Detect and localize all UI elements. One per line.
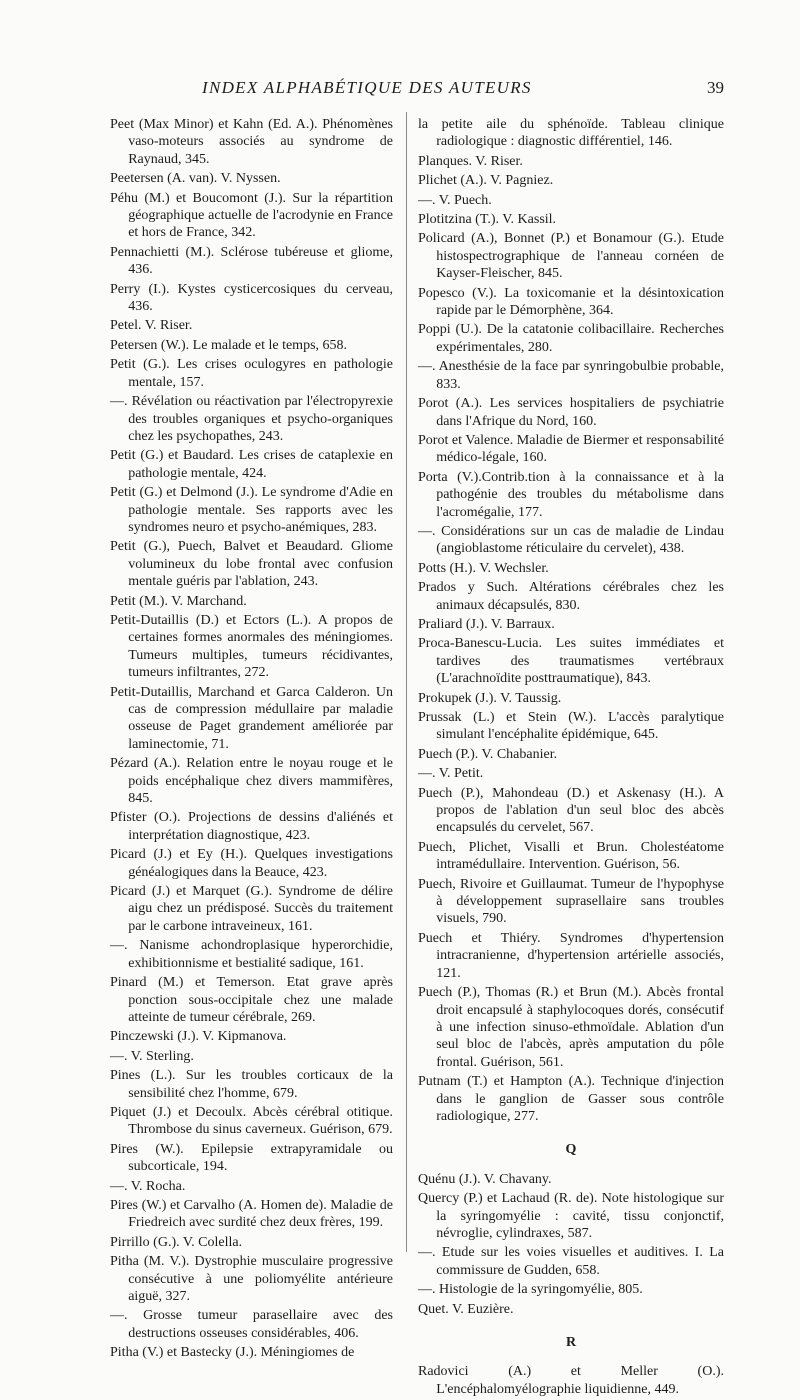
index-entry: Pfister (O.). Projections de dessins d'aliénés et interprétation diagnostique, 423.	[110, 810, 393, 843]
index-entry: Plotitzina (T.). V. Kassil.	[418, 212, 557, 228]
index-entry: Prados y Such. Altérations cérébrales chez les animaux décapsulés, 830.	[418, 580, 724, 613]
index-entry: —. V. Rocha.	[110, 1178, 186, 1194]
index-entry: —. V. Sterling.	[110, 1048, 194, 1064]
index-entry: —. Nanisme achondroplasique hyperorchidie, exhibitionnisme et bestialité sadique, 161.	[110, 938, 393, 971]
index-entry: Quet. V. Euzière.	[418, 1301, 514, 1317]
right-column	[418, 116, 724, 1400]
index-entry: Plichet (A.). V. Pagniez.	[418, 173, 554, 189]
index-entry: Pires (W.) et Carvalho (A. Homen de). Maladie de Friedreich avec surdité chez deux frères, 199.	[110, 1197, 393, 1231]
column-divider	[406, 112, 407, 1252]
index-entry: —. Etude sur les voies visuelles et auditives. I. La commissure de Gudden, 658.	[418, 1245, 724, 1278]
section-letter-q: Q	[565, 1142, 577, 1158]
index-entry: Péhu (M.) et Boucomont (J.). Sur la répartition géographique actuelle de l'acrodynie en France et hors de France, 342.	[110, 190, 393, 241]
index-entry: Pinard (M.) et Temerson. Etat grave après ponction sous-occipitale chez une malade atteinte de tumeur cérébrale, 269.	[110, 975, 393, 1025]
index-entry: Puech (P.), Mahondeau (D.) et Askenasy (H.). A propos de l'ablation d'un seul bloc des abcès encapsulés du cervelet, 567.	[418, 785, 724, 836]
index-entry: Prussak (L.) et Stein (W.). L'accès paralytique simulant l'encéphalite épidémique, 645.	[418, 710, 724, 743]
index-entry: Prokupek (J.). V. Taussig.	[418, 690, 562, 706]
index-entry: —. Révélation ou réactivation par l'électropyrexie des troubles organiques et psycho-organiques chez les psychopathes, 243.	[110, 394, 393, 444]
index-entry: Policard (A.), Bonnet (P.) et Bonamour (G.). Etude histospectrographique de l'anneau cornéen de Kayser-Fleischer, 845.	[418, 231, 724, 282]
index-entry: Picard (J.) et Ey (H.). Quelques investigations généalogiques dans la Beauce, 423.	[110, 847, 393, 880]
index-entry: Potts (H.). V. Wechsler.	[418, 560, 549, 576]
index-entry: Petit-Dutaillis (D.) et Ectors (L.). A propos de certaines formes anormales des méningiomes. Tumeurs multiples, tumeurs récidivantes, tumeurs infiltrantes, 272.	[110, 612, 393, 681]
index-entry: Petel. V. Riser.	[110, 318, 193, 334]
index-entry: Peetersen (A. van). V. Nyssen.	[110, 171, 281, 187]
index-entry: Puech (P.), Thomas (R.) et Brun (M.). Abcès frontal droit encapsulé à staphylocoques dorés, consécutif à une infection sinuso-ethmoïdale. Ablation d'un seul bloc de l'abcès, après amputation du pôle frontal. Guérison, 561.	[418, 985, 724, 1070]
index-entry: Petit-Dutaillis, Marchand et Garca Calderon. Un cas de compression médullaire par maladie osseuse de Paget grandement améliorée par laminectomie, 71.	[110, 684, 393, 752]
index-entry: Pirrillo (G.). V. Colella.	[110, 1234, 243, 1250]
index-entry: Petit (G.), Puech, Balvet et Beaudard. Gliome volumineux du lobe frontal avec confusion mentale guéris par l'ablation, 243.	[110, 539, 393, 590]
index-entry: Porta (V.).Contrib.tion à la connaissance et à la pathogénie des troubles du métabolisme dans l'acromégalie, 177.	[418, 469, 724, 520]
index-entry: Picard (J.) et Marquet (G.). Syndrome de délire aigu chez un prédisposé. Succès du traitement par le carbone intraveineux, 161.	[110, 884, 393, 934]
index-entry: Pires (W.). Epilepsie extrapyramidale ou subcorticale, 194.	[110, 1141, 393, 1175]
index-entry: Proca-Banescu-Lucia. Les suites immédiates et tardives des traumatismes vertébraux (L'arachnoïdite posttraumatique), 843.	[418, 636, 724, 687]
index-entry: Pitha (V.) et Bastecky (J.). Méningiomes de	[110, 1345, 355, 1361]
index-entry: Praliard (J.). V. Barraux.	[418, 616, 555, 632]
index-entry: —. V. Petit.	[418, 766, 484, 782]
index-entry: Pinczewski (J.). V. Kipmanova.	[110, 1029, 287, 1045]
index-entry: Piquet (J.) et Decoulx. Abcès cérébral otitique. Thrombose du sinus caverneux. Guérison, 679.	[110, 1104, 393, 1138]
index-entry: Poppi (U.). De la catatonie colibacillaire. Recherches expérimentales, 280.	[418, 322, 724, 355]
index-entry: Petit (G.). Les crises oculogyres en pathologie mentale, 157.	[110, 357, 393, 390]
index-entry: Quénu (J.). V. Chavany.	[418, 1171, 552, 1187]
index-entry: Pitha (M. V.). Dystrophie musculaire progressive consécutive à une poliomyélite antérieure aiguë, 327.	[110, 1254, 393, 1304]
right-column-entries	[418, 116, 724, 1125]
index-entry: Puech, Plichet, Visalli et Brun. Cholestéatome intramédullaire. Intervention. Guérison, 56.	[418, 839, 724, 873]
section-letter-r: R	[565, 1335, 577, 1350]
index-entry: Puech (P.). V. Chabanier.	[418, 746, 558, 762]
index-entry: la petite aile du sphénoïde. Tableau clinique radiologique : diagnostic différentiel, 146.	[418, 117, 724, 150]
index-entry: Petit (M.). V. Marchand.	[110, 593, 247, 609]
section-r-entries	[418, 1363, 724, 1398]
index-entry: Petit (G.) et Baudard. Les crises de cataplexie en pathologie mentale, 424.	[110, 448, 393, 481]
page-header	[92, 78, 724, 100]
page-number: 39	[707, 78, 724, 97]
index-entry: —. Grosse tumeur parasellaire avec des destructions osseuses considérables, 406.	[110, 1308, 393, 1341]
index-entry: Petersen (W.). Le malade et le temps, 658.	[110, 337, 348, 353]
index-entry: —. Considérations sur un cas de maladie de Lindau (angioblastome réticulaire du cervelet), 438.	[418, 523, 724, 557]
index-entry: —. V. Puech.	[418, 192, 492, 208]
index-entry: Quercy (P.) et Lachaud (R. de). Note histologique sur la syringomyélie : cavité, tissu conjonctif, névroglie, cylindraxes, 587.	[418, 1191, 724, 1241]
index-entry: —. Anesthésie de la face par synringobulbie probable, 833.	[418, 359, 724, 392]
index-entry: —. Histologie de la syringomyélie, 805.	[418, 1282, 643, 1298]
index-entry: Porot (A.). Les services hospitaliers de psychiatrie dans l'Afrique du Nord, 160.	[418, 396, 724, 429]
left-column	[110, 116, 393, 1364]
index-entry: Pézard (A.). Relation entre le noyau rouge et le poids encéphalique chez divers mammifères, 845.	[110, 756, 393, 807]
index-entry: Pines (L.). Sur les troubles corticaux de la sensibilité chez l'homme, 679.	[110, 1068, 393, 1101]
index-entry: Popesco (V.). La toxicomanie et la désintoxication rapide par le Démorphène, 364.	[418, 285, 724, 319]
running-title: INDEX ALPHABÉTIQUE DES AUTEURS	[202, 78, 532, 97]
index-entry: Puech et Thiéry. Syndromes d'hypertension intracranienne, d'hypertension artérielle associés, 121.	[418, 930, 724, 981]
index-entry: Planques. V. Riser.	[418, 153, 523, 169]
index-entry: Putnam (T.) et Hampton (A.). Technique d'injection dans le ganglion de Gasser sous contrôle radiologique, 277.	[418, 1074, 724, 1124]
index-entry: Petit (G.) et Delmond (J.). Le syndrome d'Adie en pathologie mentale. Ses rapports avec les syndromes neuro et psycho-anémiques, 283.	[110, 485, 393, 535]
index-entry: Porot et Valence. Maladie de Biermer et responsabilité médico-légale, 160.	[418, 432, 724, 466]
index-entry: Puech, Rivoire et Guillaumat. Tumeur de l'hypophyse à développement suprasellaire sans troubles visuels, 790.	[418, 876, 724, 927]
index-entry: Radovici (A.) et Meller (O.). L'encéphalomyélographie liquidienne, 449.	[418, 1364, 724, 1397]
section-q-entries	[418, 1171, 724, 1318]
index-entry: Peet (Max Minor) et Kahn (Ed. A.). Phénomènes vaso-moteurs associés au syndrome de Raynaud, 345.	[110, 117, 393, 167]
index-entry: Perry (I.). Kystes cysticercosiques du cerveau, 436.	[110, 281, 393, 315]
index-entry: Pennachietti (M.). Sclérose tubéreuse et gliome, 436.	[110, 244, 393, 278]
